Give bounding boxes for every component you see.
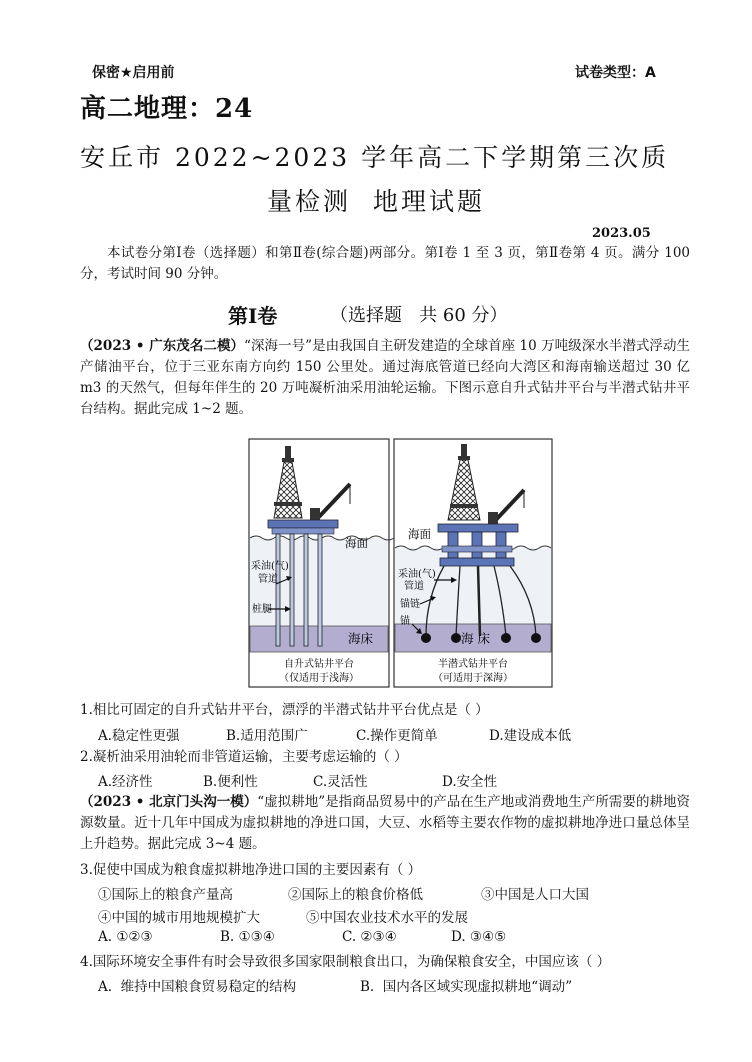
left-caption: 自升式钻井平台 <box>284 659 354 670</box>
right-chain-label: 锚链 <box>400 599 420 610</box>
exam-date: 2023.05 <box>592 226 651 241</box>
page-title: 安丘市 2022~2023 学年高二下学期第三次质 <box>80 143 670 172</box>
q1-option-d[interactable]: D.建设成本低 <box>489 728 572 744</box>
left-pipe-label: 采油(气) <box>251 561 289 572</box>
intro-paragraph: 本试卷分第Ⅰ卷（选择题）和第Ⅱ卷(综合题)两部分。第Ⅰ卷 1 至 3 页，第Ⅱ卷第 4 页。满分 100 分，考试时间 90 分钟。 <box>80 245 690 282</box>
passage-2-text: “虚拟耕地”是指商品贸易中的产品在生产地或消费地生产所需要的耕地资源数量。近十几年中国成为虚拟耕地的净进口国，大豆、水稻等主要农作物的虚拟耕地净进口量总体呈上升趋势。据此完成 3~4 题。 <box>80 794 690 852</box>
q2-option-a[interactable]: A.经济性 <box>98 774 153 790</box>
q4-option-a[interactable]: A. 维持中国粮食贸易稳定的结构 <box>98 979 297 995</box>
left-pipe-label-2: 管道 <box>258 574 278 585</box>
right-seabed-label: 海 床 <box>461 631 490 646</box>
passage-2-source: （2023 • 北京门头沟一模） <box>80 794 258 810</box>
q4-stem: 4.国际环境安全事件有时会导致很多国家限制粮食出口，为确保粮食安全，中国应该（ ） <box>80 954 611 970</box>
right-caption-2: （可适用于深海） <box>433 673 513 684</box>
q1-stem: 1.相比可固定的自升式钻井平台，漂浮的半潜式钻井平台优点是（ ） <box>80 702 489 718</box>
left-caption-2: （仅适用于浅海） <box>279 673 359 684</box>
section-desc: （选择题 共 60 分） <box>330 305 508 326</box>
q4-option-b[interactable]: B. 国内各区域实现虚拟耕地“调动” <box>360 979 573 995</box>
q3-item-5: ⑤中国农业技术水平的发展 <box>306 910 468 926</box>
right-anchor-label: 锚 <box>400 616 410 627</box>
q3-item-3: ③中国是人口大国 <box>481 887 589 903</box>
left-leg-label: 桩腿 <box>252 604 272 615</box>
platform-figure <box>248 438 554 690</box>
q1-option-c[interactable]: C.操作更简单 <box>356 728 438 744</box>
q3-option-c[interactable]: C. ②③④ <box>342 929 397 945</box>
q3-option-a[interactable]: A. ①②③ <box>98 929 153 945</box>
right-caption: 半潜式钻井平台 <box>438 659 508 670</box>
q3-item-2: ②国际上的粮食价格低 <box>288 887 423 903</box>
q1-option-b[interactable]: B.适用范围广 <box>226 728 308 744</box>
passage-1 <box>80 336 690 420</box>
q2-stem: 2.凝析油采用油轮而非管道运输，主要考虑运输的（ ） <box>80 749 408 765</box>
q2-option-b[interactable]: B.便利性 <box>203 774 258 790</box>
section-label: 第Ⅰ卷 <box>228 304 278 328</box>
q2-option-d[interactable]: D.安全性 <box>442 774 498 790</box>
passage-1-text: “深海一号”是由我国自主研发建造的全球首座 10 万吨级深水半潜式浮动生产储油平台，位于三亚东南方向约 150 公里处。通过海底管道已经向大湾区和海南输送超过 30 亿 m3 的天然气，但每年伴生的 20 万吨凝析油采用油轮运输。下图示意自升式钻井平台与半潜式钻井平台结构。据此完成 1~2 题。 <box>80 338 690 417</box>
right-pipe-label-2: 管道 <box>404 581 424 592</box>
q3-item-4: ④中国的城市用地规模扩大 <box>98 910 260 926</box>
left-sea-surface-label: 海面 <box>345 536 368 550</box>
passage-1-source: （2023 • 广东茂名二模） <box>80 338 245 354</box>
q1-option-a[interactable]: A.稳定性更强 <box>98 728 180 744</box>
q3-stem: 3.促使中国成为粮食虚拟耕地净进口国的主要因素有（ ） <box>80 862 422 878</box>
right-sea-surface-label: 海面 <box>408 527 431 541</box>
q3-option-b[interactable]: B. ①③④ <box>220 929 275 945</box>
page-subtitle: 量检测 地理试题 <box>267 187 485 216</box>
confidential-label: 保密★启用前 <box>92 65 175 81</box>
paper-type-label: 试卷类型：A <box>575 65 656 81</box>
left-seabed-label: 海床 <box>348 631 374 646</box>
passage-2 <box>80 792 690 855</box>
course-code: 高二地理：24 <box>80 94 254 124</box>
q3-option-d[interactable]: D. ③④⑤ <box>451 929 507 945</box>
q3-item-1: ①国际上的粮食产量高 <box>98 887 233 903</box>
right-pipe-label: 采油(气) <box>398 569 436 580</box>
semisubmersible-platform-diagram <box>394 439 552 687</box>
jackup-platform-diagram <box>249 439 394 687</box>
q2-option-c[interactable]: C.灵活性 <box>313 774 368 790</box>
